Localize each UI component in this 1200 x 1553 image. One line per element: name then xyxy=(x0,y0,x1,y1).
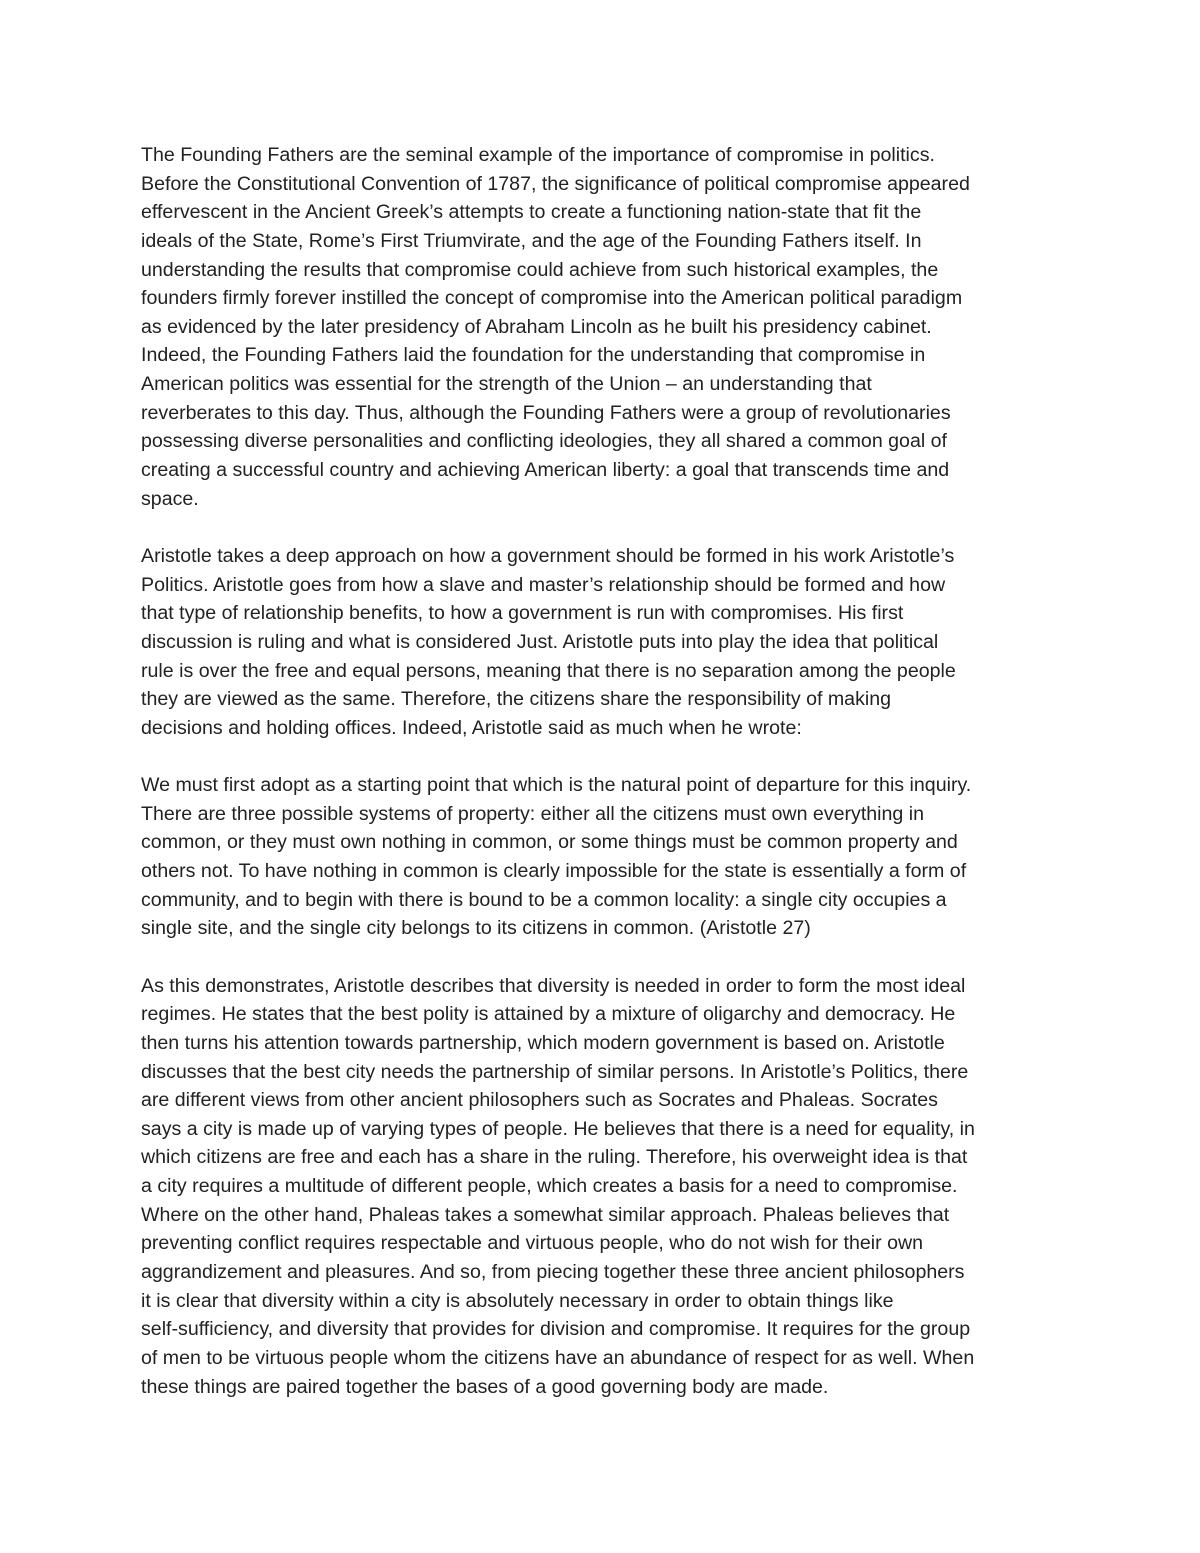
paragraph-4 xyxy=(141,972,1081,1402)
text-line: preventing conflict requires respectable and virtuous people, who do not wish for their own xyxy=(141,1232,924,1255)
text-line: discussion is ruling and what is considered Just. Aristotle puts into play the idea that political xyxy=(141,630,939,653)
text-line: There are three possible systems of property: either all the citizens must own everything in xyxy=(141,802,925,825)
text-line: which citizens are free and each has a share in the ruling. Therefore, his overweight idea is that xyxy=(141,1146,968,1169)
text-line: space. xyxy=(141,487,199,510)
text-line: discusses that the best city needs the partnership of similar persons. In Aristotle’s Politics, there xyxy=(141,1060,969,1083)
text-line: understanding the results that compromise could achieve from such historical examples, the xyxy=(141,258,939,281)
paragraph-gap xyxy=(141,513,1081,542)
text-line: aggrandizement and pleasures. And so, from piecing together these three ancient philosophers xyxy=(141,1260,965,1283)
text-line: creating a successful country and achieving American liberty: a goal that transcends time and xyxy=(141,459,950,482)
text-line: reverberates to this day. Thus, although the Founding Fathers were a group of revolutionaries xyxy=(141,401,951,424)
text-line: that type of relationship benefits, to how a government is run with compromises. His first xyxy=(141,602,904,625)
text-line: Where on the other hand, Phaleas takes a somewhat similar approach. Phaleas believes that xyxy=(141,1203,950,1226)
text-line: American politics was essential for the strength of the Union – an understanding that xyxy=(141,373,872,396)
text-line: community, and to begin with there is bound to be a common locality: a single city occupies a xyxy=(141,888,947,911)
text-line: Aristotle takes a deep approach on how a government should be formed in his work Aristotle’s xyxy=(141,544,955,567)
text-line: are different views from other ancient philosophers such as Socrates and Phaleas. Socrates xyxy=(141,1089,938,1112)
text-line: decisions and holding offices. Indeed, Aristotle said as much when he wrote: xyxy=(141,716,802,739)
text-line: Indeed, the Founding Fathers laid the foundation for the understanding that compromise in xyxy=(141,344,926,367)
text-line: founders firmly forever instilled the concept of compromise into the American political paradigm xyxy=(141,287,963,310)
text-line: The Founding Fathers are the seminal example of the importance of compromise in politics. xyxy=(141,144,935,166)
text-line: regimes. He states that the best polity is attained by a mixture of oligarchy and democracy. He xyxy=(141,1003,956,1026)
text-line: they are viewed as the same. Therefore, the citizens share the responsibility of making xyxy=(141,688,892,711)
text-line: of men to be virtuous people whom the citizens have an abundance of respect for as well. When xyxy=(141,1346,975,1369)
text-line: it is clear that diversity within a city is absolutely necessary in order to obtain things like xyxy=(141,1289,894,1312)
text-line: rule is over the free and equal persons, meaning that there is no separation among the people xyxy=(141,659,956,682)
text-line: single site, and the single city belongs to its citizens in common. (Aristotle 27) xyxy=(141,917,811,940)
paragraph-3 xyxy=(141,771,1081,943)
text-line: as evidenced by the later presidency of Abraham Lincoln as he built his presidency cabinet. xyxy=(141,315,932,338)
document-body xyxy=(141,141,1081,1401)
paragraph-gap xyxy=(141,943,1081,972)
text-line: others not. To have nothing in common is clearly impossible for the state is essentially a form of xyxy=(141,860,967,883)
text-line: then turns his attention towards partnership, which modern government is based on. Aristotle xyxy=(141,1031,945,1054)
text-line: As this demonstrates, Aristotle describes that diversity is needed in order to form the most ideal xyxy=(141,974,966,997)
text-line: says a city is made up of varying types of people. He believes that there is a need for equality, in xyxy=(141,1117,975,1140)
text-line: Politics. Aristotle goes from how a slave and master’s relationship should be formed and how xyxy=(141,573,946,596)
text-line: a city requires a multitude of different people, which creates a basis for a need to compromise. xyxy=(141,1175,958,1198)
text-line: ideals of the State, Rome’s First Triumvirate, and the age of the Founding Fathers itself. In xyxy=(141,229,922,252)
text-line: Before the Constitutional Convention of 1787, the significance of political compromise appeared xyxy=(141,172,970,195)
text-line: We must first adopt as a starting point that which is the natural point of departure for this inquiry. xyxy=(141,774,972,797)
paragraph-gap xyxy=(141,742,1081,771)
paragraph-2 xyxy=(141,542,1081,742)
text-line: these things are paired together the bases of a good governing body are made. xyxy=(141,1375,829,1398)
paragraph-1 xyxy=(141,141,1081,513)
text-line: effervescent in the Ancient Greek’s attempts to create a functioning nation-state that fit the xyxy=(141,201,922,224)
text-line: possessing diverse personalities and conflicting ideologies, they all shared a common goal of xyxy=(141,430,947,453)
text-line: self-sufficiency, and diversity that provides for division and compromise. It requires for the group xyxy=(141,1318,971,1341)
text-line: common, or they must own nothing in common, or some things must be common property and xyxy=(141,831,958,854)
